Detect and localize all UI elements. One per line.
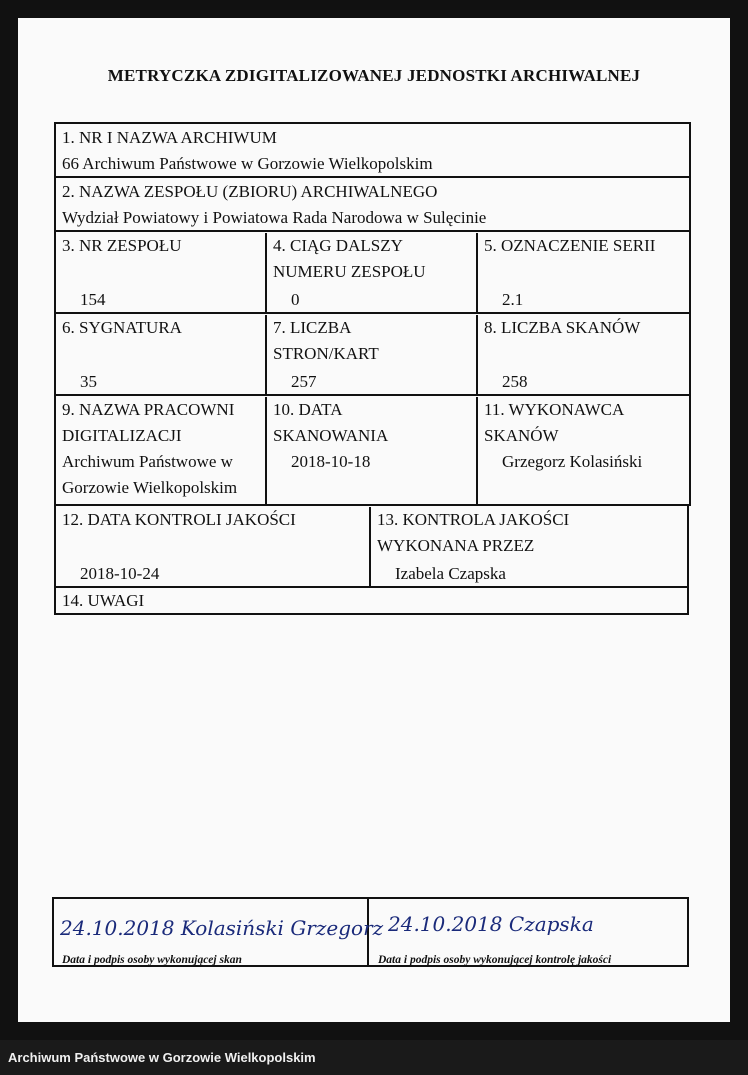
scans-value: 258 bbox=[502, 372, 528, 391]
qc-date-label: 12. DATA KONTROLI JAKOŚCI bbox=[62, 510, 296, 529]
notes-label: 14. UWAGI bbox=[62, 591, 145, 610]
scan-date-label-1: 10. DATA bbox=[273, 400, 343, 419]
continuation-label-2: NUMERU ZESPOŁU bbox=[273, 262, 426, 281]
archive-box bbox=[54, 122, 691, 178]
row-fonds-number bbox=[54, 230, 691, 314]
pages-label-1: 7. LICZBA bbox=[273, 318, 352, 337]
scan-date-cell bbox=[267, 397, 478, 505]
signature-box bbox=[52, 897, 689, 967]
scans-label: 8. LICZBA SKANÓW bbox=[484, 318, 641, 337]
operator-label-1: 11. WYKONAWCA bbox=[484, 400, 625, 419]
qc-handwritten-signature: 24.10.2018 Czapska bbox=[388, 912, 594, 936]
row-lab bbox=[54, 394, 691, 506]
series-value: 2.1 bbox=[502, 290, 524, 309]
scan-date-label-2: SKANOWANIA bbox=[273, 426, 389, 445]
qc-by-label-1: 13. KONTROLA JAKOŚCI bbox=[377, 510, 570, 529]
qc-by-cell bbox=[371, 507, 687, 587]
fonds-name-value: Wydział Powiatowy i Powiatowa Rada Narodowa w Sulęcinie bbox=[62, 208, 487, 227]
qc-date-cell bbox=[56, 507, 371, 587]
operator-handwritten-signature: 24.10.2018 Kolasiński Grzegorz bbox=[60, 916, 384, 940]
series-label: 5. OZNACZENIE SERII bbox=[484, 236, 656, 255]
notes-box bbox=[54, 586, 689, 615]
pages-label-2: STRON/KART bbox=[273, 344, 379, 363]
qc-signature-caption: Data i podpis osoby wykonującej kontrolę jakości bbox=[378, 954, 612, 966]
scans-cell bbox=[478, 315, 689, 395]
fonds-name-label: 2. NAZWA ZESPOŁU (ZBIORU) ARCHIWALNEGO bbox=[62, 182, 438, 201]
operator-value: Grzegorz Kolasiński bbox=[502, 452, 643, 471]
archive-value: 66 Archiwum Państwowe w Gorzowie Wielkopolskim bbox=[62, 154, 433, 173]
continuation-label-1: 4. CIĄG DALSZY bbox=[273, 236, 403, 255]
document-title: METRYCZKA ZDIGITALIZOWANEJ JEDNOSTKI ARCHIWALNEJ bbox=[107, 66, 641, 85]
fonds-number-value: 154 bbox=[80, 290, 106, 309]
signature-label: 6. SYGNATURA bbox=[62, 318, 182, 337]
operator-signature-caption: Data i podpis osoby wykonującej skan bbox=[62, 954, 242, 966]
lab-value-2: Gorzowie Wielkopolskim bbox=[62, 478, 238, 497]
archive-label: 1. NR I NAZWA ARCHIWUM bbox=[62, 128, 277, 147]
lab-label-1: 9. NAZWA PRACOWNI bbox=[62, 400, 235, 419]
fonds-name-box bbox=[54, 176, 691, 232]
operator-label-2: SKANÓW bbox=[484, 426, 559, 445]
operator-cell bbox=[478, 397, 689, 505]
lab-label-2: DIGITALIZACJI bbox=[62, 426, 182, 445]
series-cell bbox=[478, 233, 689, 313]
signature-cell bbox=[56, 315, 267, 395]
scan-date-value: 2018-10-18 bbox=[291, 452, 371, 471]
lab-cell bbox=[56, 397, 267, 505]
qc-by-label-2: WYKONANA PRZEZ bbox=[377, 536, 535, 555]
qc-date-value: 2018-10-24 bbox=[80, 564, 160, 583]
fonds-number-cell bbox=[56, 233, 267, 313]
pages-value: 257 bbox=[291, 372, 317, 391]
continuation-cell bbox=[267, 233, 478, 313]
row-quality-control bbox=[54, 504, 689, 588]
row-signature bbox=[54, 312, 691, 396]
archive-footer-banner: Archiwum Państwowe w Gorzowie Wielkopolskim bbox=[0, 1040, 748, 1075]
lab-value-1: Archiwum Państwowe w bbox=[62, 452, 233, 471]
pages-cell bbox=[267, 315, 478, 395]
continuation-value: 0 bbox=[291, 290, 300, 309]
qc-by-value: Izabela Czapska bbox=[395, 564, 506, 583]
signature-value: 35 bbox=[80, 372, 97, 391]
fonds-number-label: 3. NR ZESPOŁU bbox=[62, 236, 182, 255]
